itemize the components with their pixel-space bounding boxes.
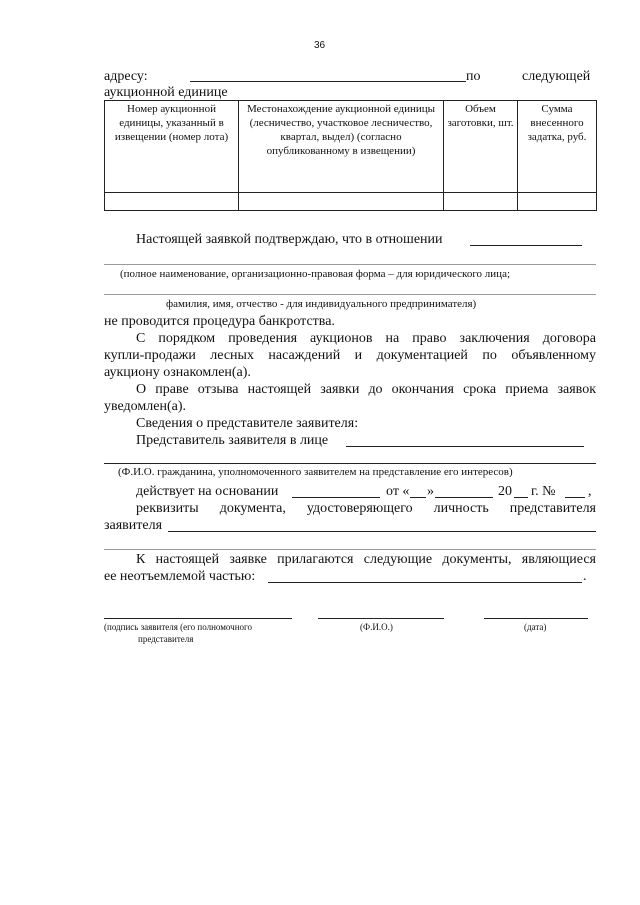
revoke-line-1: О праве отзыва настоящей заявки до окончания срока приема заявок bbox=[136, 382, 596, 397]
date-caption: (дата) bbox=[524, 622, 547, 632]
year-text: 20 bbox=[498, 484, 512, 499]
from-text: от « bbox=[386, 484, 410, 499]
address-blank bbox=[190, 81, 466, 82]
applicant-text: заявителя bbox=[104, 518, 163, 533]
attach-line-2: ее неотъемлемой частью: bbox=[104, 569, 256, 584]
acts-basis: действует на основании bbox=[136, 484, 279, 499]
attach-blank bbox=[268, 582, 582, 583]
applicant-blank bbox=[168, 531, 596, 532]
caption-ip: фамилия, имя, отчество - для индивидуального предпринимателя) bbox=[166, 298, 477, 310]
fio-line bbox=[318, 618, 444, 619]
address-label: адресу: bbox=[104, 69, 148, 84]
quote-close: » bbox=[427, 484, 434, 499]
order-line-1: С порядком проведения аукционов на право заключения договора bbox=[136, 331, 596, 346]
rep-info: Сведения о представителе заявителя: bbox=[136, 416, 359, 431]
separator-line bbox=[104, 294, 596, 295]
caption-legal: (полное наименование, организационно-правовая форма – для юридического лица; bbox=[120, 268, 511, 280]
sign-line bbox=[104, 618, 292, 619]
sign-caption-2: представителя bbox=[138, 634, 194, 644]
address-next: следующей bbox=[522, 69, 591, 84]
confirm-line: Настоящей заявкой подтверждаю, что в отношении bbox=[136, 232, 443, 247]
table-cell bbox=[105, 193, 239, 211]
revoke-line-2: уведомлен(а). bbox=[104, 399, 187, 414]
table-header-row bbox=[105, 101, 597, 193]
table-cell bbox=[518, 193, 597, 211]
attach-line-1: К настоящей заявке прилагаются следующие документы, являющиеся bbox=[136, 552, 596, 567]
year-blank bbox=[514, 497, 528, 498]
day-blank bbox=[410, 497, 426, 498]
rep-person-blank bbox=[346, 446, 584, 447]
address-po: по bbox=[466, 69, 481, 84]
address-cont: аукционной единице bbox=[104, 85, 228, 100]
doc-details: реквизиты документа, удостоверяющего личность представителя bbox=[136, 501, 596, 516]
date-line bbox=[484, 618, 588, 619]
lots-table bbox=[104, 100, 597, 211]
table-cell bbox=[239, 193, 444, 211]
table-cell bbox=[444, 193, 518, 211]
header-lot-number: Номер аукционной единицы, указанный в извещении (номер лота) bbox=[105, 101, 239, 193]
confirm-blank bbox=[470, 245, 582, 246]
table-row bbox=[105, 193, 597, 211]
bankruptcy-text: не проводится процедура банкротства. bbox=[104, 314, 335, 329]
header-location: Местонахождение аукционной единицы (лесничество, участковое лесничество, квартал, выдел) (согласно опубликованному в извещении) bbox=[239, 101, 444, 193]
year-suffix: г. № bbox=[531, 484, 556, 499]
month-blank bbox=[435, 497, 493, 498]
number-blank bbox=[565, 497, 585, 498]
header-volume: Объем заготовки, шт. bbox=[444, 101, 518, 193]
caption-rep: (Ф.И.О. гражданина, уполномоченного заявителем на представление его интересов) bbox=[118, 466, 513, 478]
order-line-2: купли-продажи лесных насаждений и документацией по объявленному bbox=[104, 348, 596, 363]
sign-caption-1: (подпись заявителя (его полномочного bbox=[104, 622, 252, 632]
separator-line bbox=[104, 264, 596, 265]
rep-person: Представитель заявителя в лице bbox=[136, 433, 329, 448]
fio-caption: (Ф.И.О.) bbox=[360, 622, 393, 632]
separator-line bbox=[104, 549, 596, 550]
order-line-3: аукциону ознакомлен(а). bbox=[104, 365, 251, 380]
page-number: 36 bbox=[314, 40, 326, 51]
header-deposit: Сумма внесенного задатка, руб. bbox=[518, 101, 597, 193]
rep-blank-line bbox=[104, 463, 596, 464]
basis-blank bbox=[292, 497, 380, 498]
